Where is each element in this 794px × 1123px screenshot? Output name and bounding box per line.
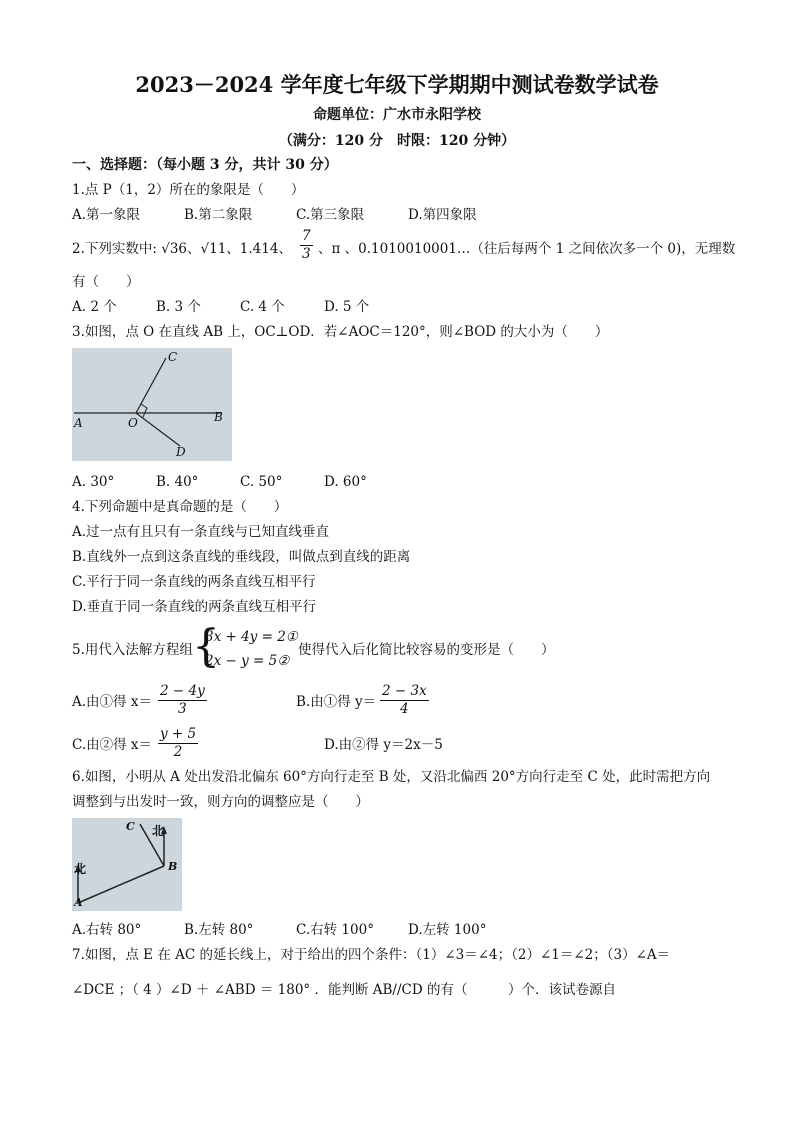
q2-option-d: D. 5 个: [324, 299, 370, 315]
q3-label-b: B: [214, 410, 223, 424]
exam-title: 2023－2024 学年度七年级下学期期中测试卷数学试卷: [135, 72, 659, 97]
q6-label-c: C: [126, 820, 135, 833]
q2-frac-num: 7: [302, 228, 311, 244]
q1-option-c: C.第三象限: [296, 207, 365, 223]
q2-mid: 、1.414、: [226, 241, 292, 257]
q5-option-a-frac: [158, 683, 207, 718]
q2-line2: 有（ ）: [72, 274, 140, 290]
q1-stem: 1.点 P（1，2）所在的象限是（ ）: [72, 182, 305, 198]
q5-eq2: 2x − y = 5②: [205, 653, 290, 669]
q3-label-o: O: [128, 416, 138, 430]
q2-option-a: A. 2 个: [72, 299, 117, 315]
q2-stem: [72, 240, 292, 258]
q6-label-north2: 北: [152, 824, 165, 838]
q6-line2: 调整到与出发时一致，则方向的调整应是（ ）: [72, 794, 369, 810]
q2-fraction: [300, 228, 313, 263]
q4-stem: 4.下列命题中是真命题的是（ ）: [72, 499, 288, 515]
q3-option-a: A. 30°: [72, 474, 115, 490]
q6-option-a: A.右转 80°: [72, 922, 142, 938]
q4-option-c: C.平行于同一条直线的两条直线互相平行: [72, 574, 316, 590]
q6-line1: 6.如图，小明从 A 处出发沿北偏东 60°方向行走至 B 处，又沿北偏西 20°方向行走至 C 处，此时需把方向: [72, 769, 711, 785]
q3-stem: 3.如图，点 O 在直线 AB 上，OC⊥OD．若∠AOC＝120°，则∠BOD 的大小为（ ）: [72, 324, 609, 340]
q5-option-b: B.由①得 y＝: [296, 694, 377, 710]
q4-option-d: D.垂直于同一条直线的两条直线互相平行: [72, 599, 317, 615]
q1-option-b: B.第二象限: [184, 207, 253, 223]
q2-sqrt36: √36: [161, 241, 188, 257]
q4-option-a: A.过一点有且只有一条直线与已知直线垂直: [72, 524, 330, 540]
q1-option-d: D.第四象限: [408, 207, 477, 223]
q3-option-c: C. 50°: [240, 474, 283, 490]
q5-a-num: 2 − 4y: [160, 683, 205, 699]
q7-line2: ∠DCE ；（ 4 ）∠D ＋ ∠ABD ＝ 180° ．能判断 AB//CD 的有（ ）个．该试卷源自: [72, 982, 616, 998]
q5-b-num: 2 − 3x: [382, 683, 427, 699]
q3-label-d: D: [176, 445, 186, 459]
q6-option-b: B.左转 80°: [184, 922, 254, 938]
q7-line1: 7.如图，点 E 在 AC 的延长线上，对于给出的四个条件：（1）∠3＝∠4；（2）∠1＝∠2；（3）∠A＝: [72, 947, 671, 963]
section-heading: 一、选择题：（每小题 3 分，共计 30 分）: [72, 157, 338, 173]
q3-label-a: A: [74, 416, 83, 430]
q6-option-c: C.右转 100°: [296, 922, 374, 938]
q5-option-d: D.由②得 y＝2x－5: [324, 737, 443, 753]
q5-eq1: 3x + 4y = 2①: [205, 629, 298, 645]
q3-option-b: B. 40°: [156, 474, 199, 490]
q5-b-den: 4: [400, 701, 409, 717]
q5-a-den: 3: [178, 701, 187, 717]
q5-option-b-frac: [380, 683, 429, 718]
q5-prefix: 5.用代入法解方程组: [72, 642, 193, 658]
q2-rest: 、π 、0.1010010001…（往后每两个 1 之间依次多一个 0)，无理数: [318, 241, 736, 257]
q6-option-d: D.左转 100°: [408, 922, 487, 938]
q5-option-c-frac: [158, 726, 198, 761]
exam-score-time: （满分：120 分 时限：120 分钟）: [278, 133, 516, 149]
q5-c-num: y + 5: [160, 726, 197, 742]
q4-option-b: B.直线外一点到这条直线的垂线段，叫做点到直线的距离: [72, 549, 411, 565]
q5-brace: {: [192, 621, 220, 672]
q6-label-b: B: [168, 860, 178, 873]
q6-label-a: A: [74, 896, 83, 909]
q6-figure: [72, 818, 182, 911]
q3-figure-svg: [72, 348, 232, 461]
q5-suffix: 使得代入后化简比较容易的变形是（ ）: [298, 642, 555, 658]
q1-option-a: A.第一象限: [72, 207, 141, 223]
q3-label-c: C: [168, 350, 178, 364]
q5-option-a: A.由①得 x＝: [72, 694, 152, 710]
q6-label-north1: 北: [74, 862, 87, 876]
q2-prefix: 2.下列实数中:: [72, 241, 157, 257]
q2-option-c: C. 4 个: [240, 299, 285, 315]
q2-frac-den: 3: [302, 246, 311, 262]
q2-sep: 、: [187, 241, 201, 257]
q3-option-d: D. 60°: [324, 474, 367, 490]
q2-option-b: B. 3 个: [156, 299, 201, 315]
q3-figure: [72, 348, 232, 461]
q5-option-c: C.由②得 x＝: [72, 737, 153, 753]
q5-c-den: 2: [173, 744, 183, 760]
exam-unit: 命题单位：广水市永阳学校: [313, 107, 481, 123]
q2-sqrt11: √11: [200, 241, 227, 257]
